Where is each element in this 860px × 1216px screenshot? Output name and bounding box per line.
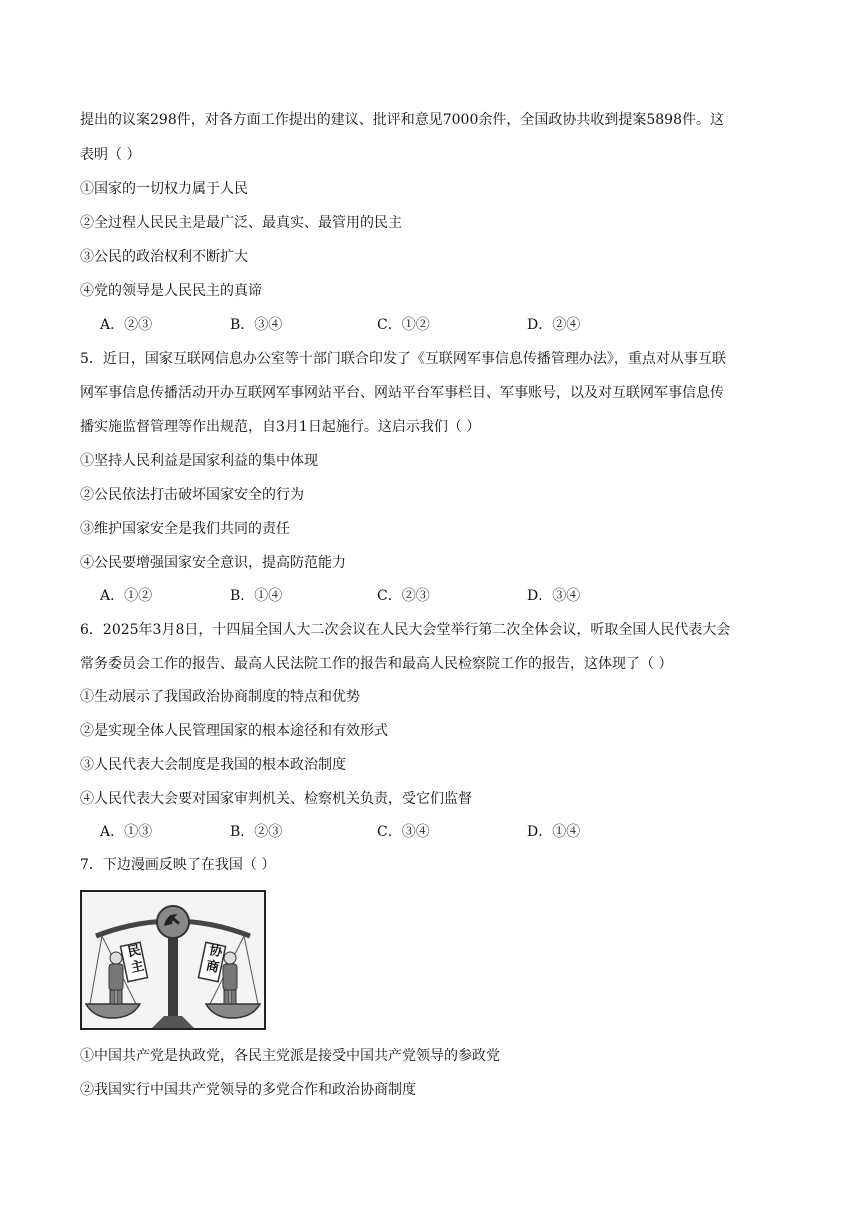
q5-choice-a[interactable]: A．①② bbox=[100, 588, 153, 604]
left-sign-text: 民主 bbox=[126, 942, 146, 977]
q6-choice-b[interactable]: B．②③ bbox=[230, 824, 283, 840]
q6-choice-c[interactable]: C．③④ bbox=[377, 824, 430, 840]
q6-option-3: ③人民代表大会制度是我国的根本政治制度 bbox=[80, 757, 346, 773]
cartoon-illustration bbox=[82, 892, 264, 1028]
scale-pole bbox=[168, 936, 178, 1024]
q7-stem-line-1: 7．下边漫画反映了在我国（ ） bbox=[80, 857, 276, 873]
q6-choice-d[interactable]: D．①④ bbox=[527, 824, 581, 840]
q5-stem-line-3: 播实施监督管理等作出规范，自3月1日起施行。这启示我们（ ） bbox=[80, 419, 481, 435]
q5-option-2: ②公民依法打击破坏国家安全的行为 bbox=[80, 487, 304, 503]
q5-option-4: ④公民要增强国家安全意识，提高防范能力 bbox=[80, 555, 346, 571]
q6-stem-line-1: 6．2025年3月8日，十四届全国人大二次会议在人民大会堂举行第二次全体会议，听取全国人民代表大会 bbox=[80, 622, 731, 638]
q4-option-3: ③公民的政治权利不断扩大 bbox=[80, 249, 248, 265]
q6-stem-line-2: 常务委员会工作的报告、最高人民法院工作的报告和最高人民检察院工作的报告，这体现了（ ） bbox=[80, 656, 673, 672]
q6-option-4: ④人民代表大会要对国家审判机关、检察机关负责，受它们监督 bbox=[80, 791, 472, 807]
q5-choice-b[interactable]: B．①④ bbox=[230, 588, 283, 604]
q4-stem-line-2: 表明（ ） bbox=[80, 147, 141, 163]
q4-choice-c[interactable]: C．①② bbox=[377, 317, 430, 333]
hammer-and-sickle-icon bbox=[157, 906, 189, 938]
q5-choice-d[interactable]: D．③④ bbox=[527, 588, 581, 604]
q5-stem-line-1: 5．近日，国家互联网信息办公室等十部门联合印发了《互联网军事信息传播管理办法》，重点对从事互联 bbox=[80, 351, 726, 367]
q4-choice-d[interactable]: D．②④ bbox=[527, 317, 581, 333]
q6-option-1: ①生动展示了我国政治协商制度的特点和优势 bbox=[80, 689, 360, 705]
q5-stem-line-2: 网军事信息传播活动开办互联网军事网站平台、网站平台军事栏目、军事账号，以及对互联网军事信息传 bbox=[80, 385, 724, 401]
q5-option-1: ①坚持人民利益是国家利益的集中体现 bbox=[80, 453, 318, 469]
q4-choice-b[interactable]: B．③④ bbox=[230, 317, 283, 333]
q4-choice-a[interactable]: A．②③ bbox=[100, 317, 153, 333]
q5-choice-c[interactable]: C．②③ bbox=[377, 588, 430, 604]
q4-option-2: ②全过程人民民主是最广泛、最真实、最管用的民主 bbox=[80, 215, 402, 231]
right-sign-text: 协商 bbox=[204, 942, 224, 977]
q4-option-4: ④党的领导是人民民主的真谛 bbox=[80, 283, 262, 299]
q4-stem-line-1: 提出的议案298件，对各方面工作提出的建议、批评和意见7000余件，全国政协共收到提案5898件。这 bbox=[80, 112, 724, 128]
q4-option-1: ①国家的一切权力属于人民 bbox=[80, 181, 248, 197]
q6-choice-a[interactable]: A．①③ bbox=[100, 824, 153, 840]
q7-option-2: ②我国实行中国共产党领导的多党合作和政治协商制度 bbox=[80, 1082, 416, 1098]
q7-option-1: ①中国共产党是执政党，各民主党派是接受中国共产党领导的参政党 bbox=[80, 1048, 500, 1064]
cartoon-image bbox=[80, 890, 266, 1030]
q6-option-2: ②是实现全体人民管理国家的根本途径和有效形式 bbox=[80, 723, 388, 739]
q5-option-3: ③维护国家安全是我们共同的责任 bbox=[80, 521, 290, 537]
